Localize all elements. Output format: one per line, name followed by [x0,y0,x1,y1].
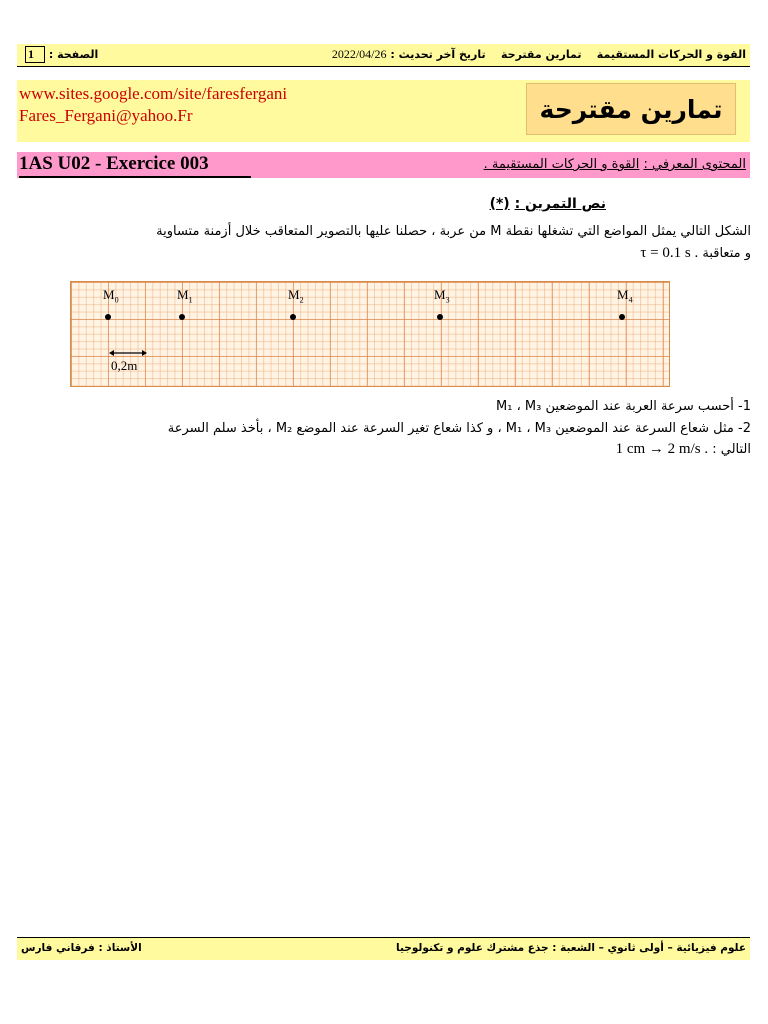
page-indicator [21,46,98,63]
email-link[interactable]: Fares_Fergani@yahoo.Fr [19,106,193,125]
statement-heading [490,196,606,212]
header-update-label: تاريخ آخر تحديث : [390,48,486,61]
point-label-m4: $M_4$ [617,287,633,305]
page-footer [17,937,750,960]
content-topic [484,157,746,172]
point-m1 [179,314,185,320]
header-info [332,47,746,62]
statement-line-1: الشكل التالي يمثل المواضع التي تشغلها نقطة M من عربة ، حصلنا عليها بالتصوير المتعاقب خلال أزمنة متساوية [156,224,751,239]
point-m2 [290,314,296,320]
content-value: القوة و الحركات المستقيمة . [483,157,640,172]
point-label-m2: $M_2$ [288,287,304,305]
scale-label: 0,2m [111,358,138,373]
footer-teacher: الأستاذ : فرقاني فارس [21,942,142,954]
exercise-code: 1AS U02 - Exercice 003 [19,153,209,174]
contact-block [17,80,750,142]
question-2-scale-text: التالي : [712,442,751,457]
page-label: الصفحة : [48,48,99,61]
title-box [526,83,736,135]
header-category: تمارين مقترحة [500,48,582,61]
point-label-m3: $M_3$ [434,287,450,305]
point-m0 [105,314,111,320]
page-title: تمارين مقترحة [539,94,723,124]
point-label-m1: $M_1$ [177,287,193,305]
question-2: 2- مثل شعاع السرعة عند الموضعين M₁ ، M₃ ، و كذا شعاع تغير السرعة عند الموضع M₂ ، بأخذ سلم السرعة [167,421,751,436]
question-2-scale [31,439,751,460]
difficulty-marker: (*) [489,196,510,212]
scale-arrow-icon [109,348,147,358]
point-m4 [619,314,625,320]
page-header [17,44,750,67]
chronophotograph-figure [70,281,670,387]
exercise-underline [19,176,251,178]
header-topic: القوة و الحركات المستقيمة [596,48,746,61]
point-label-m0: $M_0$ [103,287,119,305]
statement-line-2 [31,243,751,264]
point-m3 [437,314,443,320]
content-label: المحتوى المعرفي : [643,157,746,172]
page-number: 1 [25,46,45,63]
statement-label: نص التمرين : [514,196,606,212]
question-1: 1- أحسب سرعة العربة عند الموضعين M₁ ، M₃ [496,399,751,414]
website-link[interactable]: www.sites.google.com/site/faresfergani [19,84,288,103]
time-interval: τ = 0.1 s . [640,245,699,261]
header-update-date: 2022/04/26 [331,47,387,61]
velocity-scale: 1 cm → 2 m/s . [615,441,709,457]
statement-line-2-text: و متعاقبة [702,246,751,261]
exercise-bar [17,152,750,178]
footer-course: علوم فيزيائية – أولى ثانوي – الشعبة : جذع مشترك علوم و تكنولوجيا [396,942,746,954]
